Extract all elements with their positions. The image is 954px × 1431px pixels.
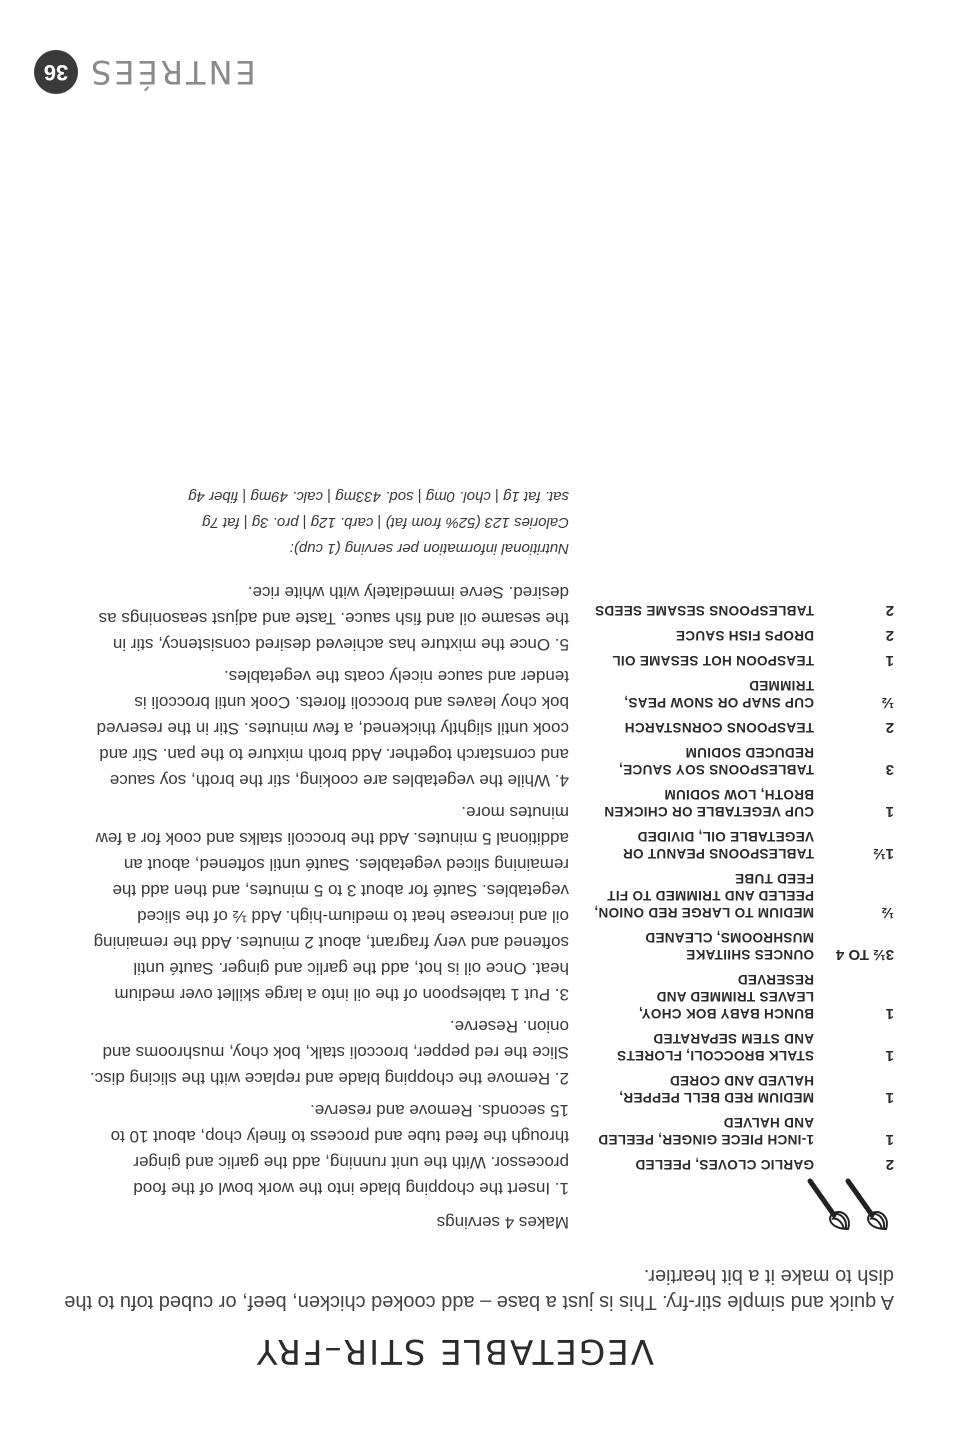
whisk-icon bbox=[794, 1175, 894, 1235]
ingredient-row bbox=[594, 677, 894, 711]
ingredient-name: 1-INCH PIECE GINGER, PEELED AND HALVED bbox=[598, 1115, 814, 1147]
ingredient-name: CUP VEGETABLE OR CHICKEN BROTH, LOW SODIUM bbox=[604, 787, 814, 819]
ingredient-row bbox=[594, 1030, 894, 1064]
ingredient-row bbox=[594, 627, 894, 644]
ingredient-name: DROPS FISH SAUCE bbox=[675, 628, 814, 643]
ingredient-row bbox=[594, 1114, 894, 1148]
ingredient-row bbox=[594, 1072, 894, 1106]
recipe-intro: A quick and simple stir-fry. This is just a base – add cooked chicken, beef, or cubed tofu to the dish to make it a bit heartier. bbox=[64, 1265, 894, 1313]
ingredient-qty: 1 bbox=[885, 1089, 894, 1106]
ingredient-name: STALK BROCCOLI, FLORETS AND STEM SEPARATED bbox=[616, 1031, 814, 1063]
page-footer bbox=[34, 47, 274, 97]
ingredient-row bbox=[594, 602, 894, 619]
ingredient-name: GARLIC CLOVES, PEELED bbox=[635, 1157, 814, 1172]
ingredient-row bbox=[594, 828, 894, 862]
recipe-title: VEGETABLE STIR–FRY bbox=[254, 1331, 654, 1371]
step-5: 5. Once the mixture has achieved desired consistency, stir in the sesame oil and fish sauce. Taste and adjust seasonings as desired. Serve immediately with white rice. bbox=[98, 583, 569, 654]
ingredient-qty: 1 bbox=[885, 1005, 894, 1022]
ingredient-name: TEASPOONS CORNSTARCH bbox=[624, 720, 814, 735]
nutrition-info bbox=[89, 483, 569, 561]
ingredient-row bbox=[594, 786, 894, 820]
ingredient-row bbox=[594, 719, 894, 736]
step-3: 3. Put 1 tablespoon of the oil into a large skillet over medium heat. Once oil is hot, add the garlic and ginger. Sauté until softened and very fragrant, about 2 minutes. Add the remaining oil and increase heat to medium-high. Add ½ of the sliced vegetables. Sauté for about 3 to 5 minutes, and then add the remaining sliced vegetables. Sauté until softened, about an additional 5 minutes. Add the broccoli stalks and cook for a few minutes more. bbox=[93, 803, 569, 1004]
ingredient-qty: 1 bbox=[885, 1131, 894, 1148]
nutrition-line-2: sat. fat 1g | chol. 0mg | sod. 433mg | calc. 49mg | fiber 4g bbox=[188, 488, 569, 505]
ingredient-row bbox=[594, 744, 894, 778]
section-name: ENTRÉES bbox=[88, 53, 256, 91]
ingredient-name: CUP SNAP OR SNOW PEAS, TRIMMED bbox=[624, 678, 814, 710]
ingredient-qty: 1 bbox=[885, 1047, 894, 1064]
ingredient-list bbox=[594, 594, 894, 1173]
ingredient-qty: 1 bbox=[885, 652, 894, 669]
ingredient-row bbox=[594, 929, 894, 963]
ingredient-qty: ½ bbox=[881, 904, 894, 921]
ingredient-qty: 1 bbox=[885, 803, 894, 820]
instructions-column bbox=[89, 483, 569, 1235]
ingredient-row bbox=[594, 971, 894, 1022]
nutrition-line-1: Calories 123 (52% from fat) | carb. 12g | pro. 3g | fat 7g bbox=[202, 514, 569, 531]
ingredient-row bbox=[594, 870, 894, 921]
servings: Makes 4 servings bbox=[436, 1213, 569, 1232]
ingredient-name: TABLESPOONS SOY SAUCE, REDUCED SODIUM bbox=[618, 745, 814, 777]
page-number-badge: 36 bbox=[34, 50, 78, 94]
ingredient-qty: ½ bbox=[881, 694, 894, 711]
ingredient-qty: 3½ TO 4 bbox=[835, 946, 894, 963]
ingredient-name: TEASPOON HOT SESAME OIL bbox=[612, 653, 814, 668]
step-4: 4. While the vegetables are cooking, stir the broth, soy sauce and cornstarch together. Add broth mixture to the pan. Stir and cook until slightly thickened, a few minutes. Stir in the reserved bok choy leaves and broccoli florets. Cook until broccoli is tender and sauce nicely coats the vegetables. bbox=[96, 667, 569, 790]
ingredient-qty: 2 bbox=[885, 602, 894, 619]
ingredient-qty: 3 bbox=[885, 761, 894, 778]
ingredient-row bbox=[594, 1156, 894, 1173]
ingredient-row bbox=[594, 652, 894, 669]
ingredient-qty: 2 bbox=[885, 719, 894, 736]
ingredient-name: BUNCH BABY BOK CHOY, LEAVES TRIMMED AND RESERVED bbox=[638, 972, 814, 1021]
ingredient-qty: 2 bbox=[885, 627, 894, 644]
step-1: 1. Insert the chopping blade into the work bowl of the food processor. With the unit running, add the garlic and ginger through the feed tube and process to finely chop, about 10 to 15 seconds. Remove and reserve. bbox=[110, 1101, 569, 1198]
step-2: 2. Remove the chopping blade and replace with the slicing disc. Slice the red pepper, broccoli stalk, bok choy, mushrooms and onion. Reserve. bbox=[89, 1017, 569, 1088]
ingredient-name: TABLESPOONS SESAME SEEDS bbox=[594, 603, 814, 618]
ingredient-name: MEDIUM RED BELL PEPPER, HALVED AND CORED bbox=[619, 1073, 814, 1105]
ingredient-qty: 2 bbox=[885, 1156, 894, 1173]
ingredient-name: OUNCES SHIITAKE MUSHROOMS, CLEANED bbox=[645, 930, 814, 962]
nutrition-heading: Nutritional information per serving (1 cup): bbox=[289, 540, 569, 557]
ingredient-name: TABLESPOONS PEANUT OR VEGETABLE OIL, DIVIDED bbox=[622, 829, 814, 861]
ingredient-qty: 1½ bbox=[873, 845, 894, 862]
ingredient-name: MEDIUM TO LARGE RED ONION, PEELED AND TRIMMED TO FIT FEED TUBE bbox=[594, 871, 814, 920]
